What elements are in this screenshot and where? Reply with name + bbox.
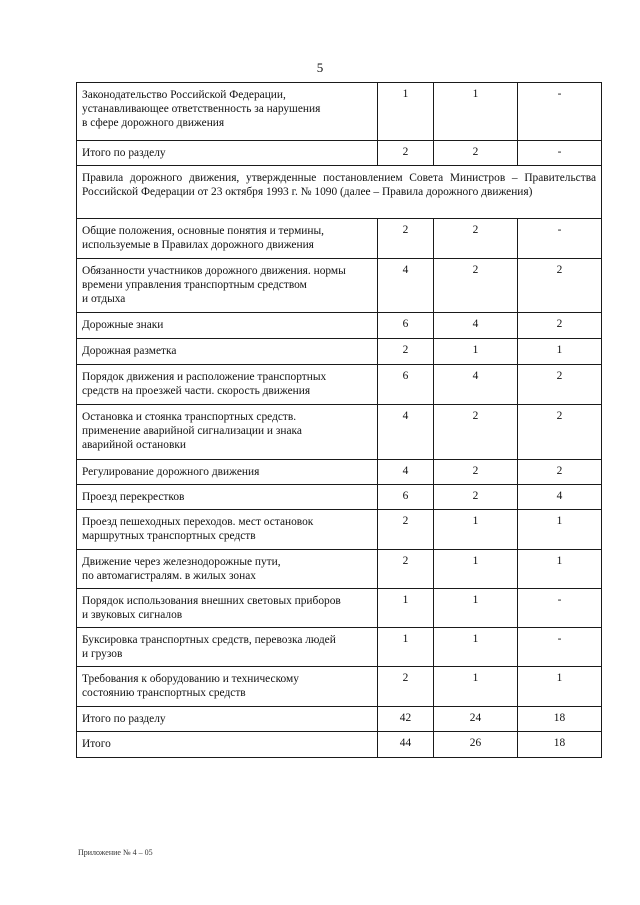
hours-theory: 1 — [434, 83, 518, 141]
hours-practice: - — [518, 628, 602, 667]
hours-total: 44 — [378, 732, 434, 758]
footer-appendix-label: Приложение № 4 – 05 — [78, 848, 153, 857]
hours-theory: 2 — [434, 259, 518, 313]
table-row — [77, 707, 602, 732]
hours-theory: 2 — [434, 460, 518, 485]
topic-name: Итого по разделу — [77, 707, 378, 732]
table-row — [77, 141, 602, 166]
hours-practice: 2 — [518, 365, 602, 405]
hours-practice: 2 — [518, 313, 602, 339]
hours-practice: 18 — [518, 707, 602, 732]
hours-total: 1 — [378, 628, 434, 667]
page-number: 5 — [316, 60, 324, 75]
section-heading: Правила дорожного движения, утвержденные постановлением Совета Министров – Правительства Российской Федерации от 23 октября 1993 г. № 1090 (далее – Правила дорожного движения) — [77, 166, 602, 219]
topic-name: Движение через железнодорожные пути, по автомагистралям. в жилых зонах — [77, 550, 378, 589]
hours-theory: 4 — [434, 365, 518, 405]
table-row — [77, 460, 602, 485]
table-row — [77, 219, 602, 259]
hours-theory: 26 — [434, 732, 518, 758]
hours-practice: 1 — [518, 510, 602, 550]
hours-theory: 2 — [434, 219, 518, 259]
topic-name: Проезд перекрестков — [77, 485, 378, 510]
hours-practice: - — [518, 219, 602, 259]
topic-name: Дорожная разметка — [77, 339, 378, 365]
topic-name: Законодательство Российской Федерации, устанавливающее ответственность за нарушения в сфере дорожного движения — [77, 83, 378, 141]
table-row — [77, 365, 602, 405]
hours-theory: 1 — [434, 628, 518, 667]
table-row — [77, 732, 602, 758]
hours-total: 1 — [378, 83, 434, 141]
hours-theory: 4 — [434, 313, 518, 339]
section-row — [77, 166, 602, 219]
table-row — [77, 313, 602, 339]
hours-practice: 1 — [518, 339, 602, 365]
table-row — [77, 510, 602, 550]
topic-name: Буксировка транспортных средств, перевозка людей и грузов — [77, 628, 378, 667]
table-row — [77, 259, 602, 313]
hours-total: 2 — [378, 667, 434, 707]
hours-practice: 2 — [518, 405, 602, 460]
topic-name: Регулирование дорожного движения — [77, 460, 378, 485]
topic-name: Порядок движения и расположение транспортных средств на проезжей части. скорость движения — [77, 365, 378, 405]
hours-total: 1 — [378, 589, 434, 628]
hours-theory: 1 — [434, 550, 518, 589]
topic-name: Общие положения, основные понятия и термины, используемые в Правилах дорожного движения — [77, 219, 378, 259]
table-row — [77, 628, 602, 667]
hours-total: 4 — [378, 460, 434, 485]
hours-theory: 1 — [434, 510, 518, 550]
hours-total: 42 — [378, 707, 434, 732]
topic-name: Дорожные знаки — [77, 313, 378, 339]
hours-total: 2 — [378, 550, 434, 589]
hours-practice: - — [518, 589, 602, 628]
table-row — [77, 550, 602, 589]
hours-theory: 2 — [434, 405, 518, 460]
hours-theory: 2 — [434, 141, 518, 166]
hours-total: 4 — [378, 259, 434, 313]
hours-total: 6 — [378, 313, 434, 339]
topic-name: Порядок использования внешних световых приборов и звуковых сигналов — [77, 589, 378, 628]
hours-total: 2 — [378, 219, 434, 259]
hours-theory: 1 — [434, 339, 518, 365]
hours-total: 2 — [378, 510, 434, 550]
table-row — [77, 667, 602, 707]
hours-theory: 1 — [434, 667, 518, 707]
table-row — [77, 485, 602, 510]
table-row — [77, 83, 602, 141]
table-row — [77, 589, 602, 628]
topic-name: Обязанности участников дорожного движения. нормы времени управления транспортным средством и отдыха — [77, 259, 378, 313]
hours-total: 6 — [378, 485, 434, 510]
table-row — [77, 405, 602, 460]
hours-practice: 4 — [518, 485, 602, 510]
hours-practice: - — [518, 83, 602, 141]
hours-total: 6 — [378, 365, 434, 405]
topic-name: Итого по разделу — [77, 141, 378, 166]
hours-theory: 1 — [434, 589, 518, 628]
topic-name: Итого — [77, 732, 378, 758]
curriculum-table — [76, 82, 602, 758]
hours-total: 2 — [378, 339, 434, 365]
topic-name: Требования к оборудованию и техническому состоянию транспортных средств — [77, 667, 378, 707]
hours-theory: 2 — [434, 485, 518, 510]
table-row — [77, 339, 602, 365]
hours-total: 4 — [378, 405, 434, 460]
hours-practice: 1 — [518, 550, 602, 589]
topic-name: Проезд пешеходных переходов. мест остановок маршрутных транспортных средств — [77, 510, 378, 550]
hours-total: 2 — [378, 141, 434, 166]
hours-practice: 2 — [518, 460, 602, 485]
hours-practice: 18 — [518, 732, 602, 758]
hours-theory: 24 — [434, 707, 518, 732]
topic-name: Остановка и стоянка транспортных средств. применение аварийной сигнализации и знака аварийной остановки — [77, 405, 378, 460]
hours-practice: 1 — [518, 667, 602, 707]
hours-practice: - — [518, 141, 602, 166]
hours-practice: 2 — [518, 259, 602, 313]
